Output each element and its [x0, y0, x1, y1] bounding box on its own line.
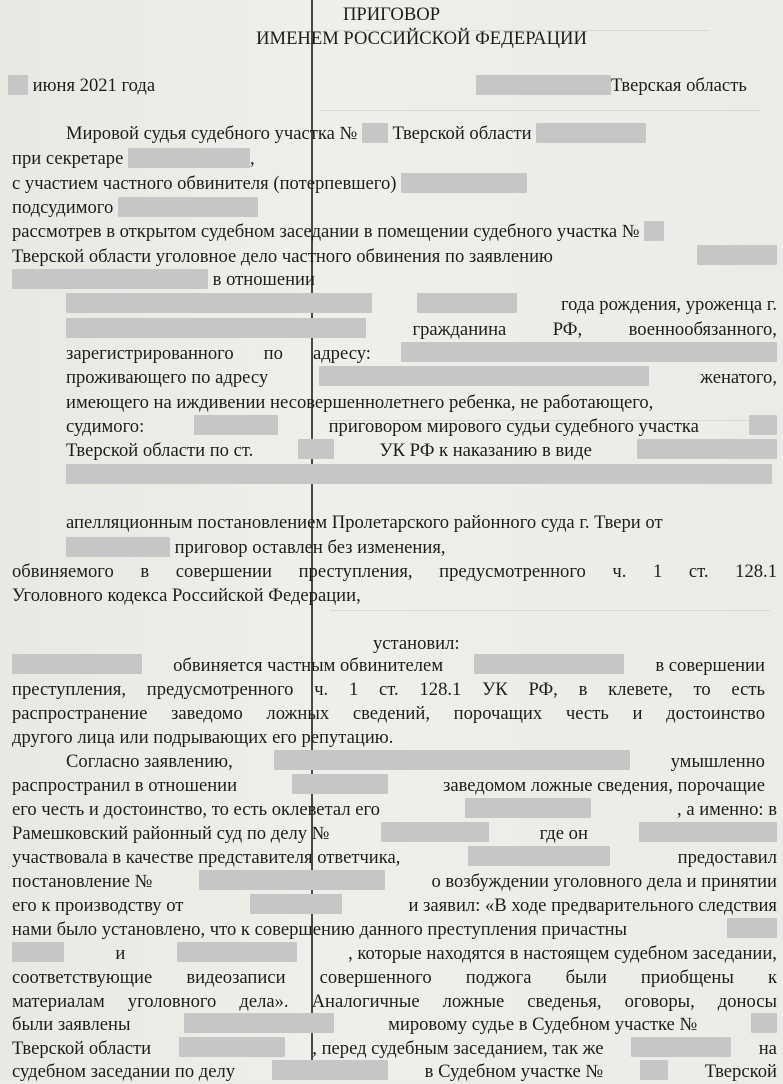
citizenship-line: гражданина РФ, военнообязанного, — [66, 318, 777, 342]
appeal-line: апелляционным постановлением Пролетарского районного суда г. Твери от — [66, 512, 663, 533]
accusation-line-4: другого лица или подрывающих его репутацию. — [12, 727, 394, 748]
statement-line-3: его честь и достоинство, то есть оклеветал его , а именно: в — [12, 799, 777, 820]
conviction-line: судимого: приговором мирового судьи судебного участка — [66, 415, 777, 439]
considering-line-2: Тверской области уголовное дело частного обвинения по заявлению — [12, 245, 777, 269]
accusation-line-3: распространение заведомо ложных сведений, порочащих честь и достоинство — [12, 703, 765, 724]
considering-line-1: рассмотрев в открытом судебном заседании в помещении судебного участка № — [12, 220, 664, 244]
location-line: Тверская область — [476, 74, 747, 98]
statement-line-5: участвовала в качестве представителя ответчика, предоставил — [12, 847, 777, 868]
document-title: ПРИГОВОР — [342, 4, 441, 25]
statement-line-10: соответствующие видеозаписи совершенного поджога были приобщены к — [12, 967, 777, 988]
statement-line-8: нами было установлено, что к совершению данного преступления причастны — [12, 918, 777, 942]
judge-line: Мировой судья судебного участка № Тверской области — [66, 122, 646, 146]
charge-line-1: обвиняемого в совершении преступления, предусмотренного ч. 1 ст. 128.1 — [12, 561, 777, 582]
appeal-result-line: приговор оставлен без изменения, — [66, 536, 446, 560]
document-subtitle: ИМЕНЕМ РОССИЙСКОЙ ФЕДЕРАЦИИ — [256, 28, 587, 49]
statement-line-12: были заявлены мировому судье в Судебном участке № — [12, 1013, 777, 1037]
defendant-line: подсудимого — [12, 196, 258, 220]
birth-line: года рождения, уроженца г. — [66, 293, 777, 317]
penalty-line: Тверской области по ст. УК РФ к наказанию в виде — [66, 439, 777, 463]
statement-line-13: Тверской области , перед судебным заседанием, так же на — [12, 1038, 777, 1059]
statement-line-14: судебном заседании по делу в Судебном участке № Тверской — [12, 1061, 777, 1082]
established-heading: установил: — [373, 633, 460, 654]
charge-line-2: Уголовного кодекса Российской Федерации, — [12, 585, 361, 606]
statement-line-11: материалам уголовного дела». Аналогичные ложные сведенья, оговоры, доносы — [12, 991, 777, 1012]
dependents-line: имеющего на иждивении несовершеннолетнего ребенка, не работающего, — [66, 392, 654, 413]
prosecutor-line: с участием частного обвинителя (потерпевшего) — [12, 172, 527, 196]
redacted-line — [66, 463, 772, 487]
registration-line: зарегистрированного по адресу: — [66, 342, 777, 366]
considering-line-3: в отношении — [12, 268, 315, 292]
statement-line-7: его к производству от и заявил: «В ходе предварительного следствия — [12, 895, 777, 916]
secretary-line: при секретаре , — [12, 148, 255, 169]
statement-line-2: распространил в отношении заведомом ложные сведения, порочащие — [12, 775, 765, 796]
date-line: июня 2021 года — [8, 74, 155, 98]
statement-line-9: и , которые находятся в настоящем судебном заседании, — [12, 942, 777, 966]
accusation-line-1: обвиняется частным обвинителем в совершении — [12, 654, 765, 678]
accusation-line-2: преступления, предусмотренного ч. 1 ст. 128.1 УК РФ, в клевете, то есть — [12, 679, 765, 700]
statement-line-4: Рамешковский районный суд по делу № где он — [12, 822, 777, 846]
statement-line-6: постановление № о возбуждении уголовного дела и принятии — [12, 871, 777, 892]
residence-line: проживающего по адресу женатого, — [66, 367, 777, 388]
statement-line-1: Согласно заявлению, умышленно — [66, 751, 765, 772]
